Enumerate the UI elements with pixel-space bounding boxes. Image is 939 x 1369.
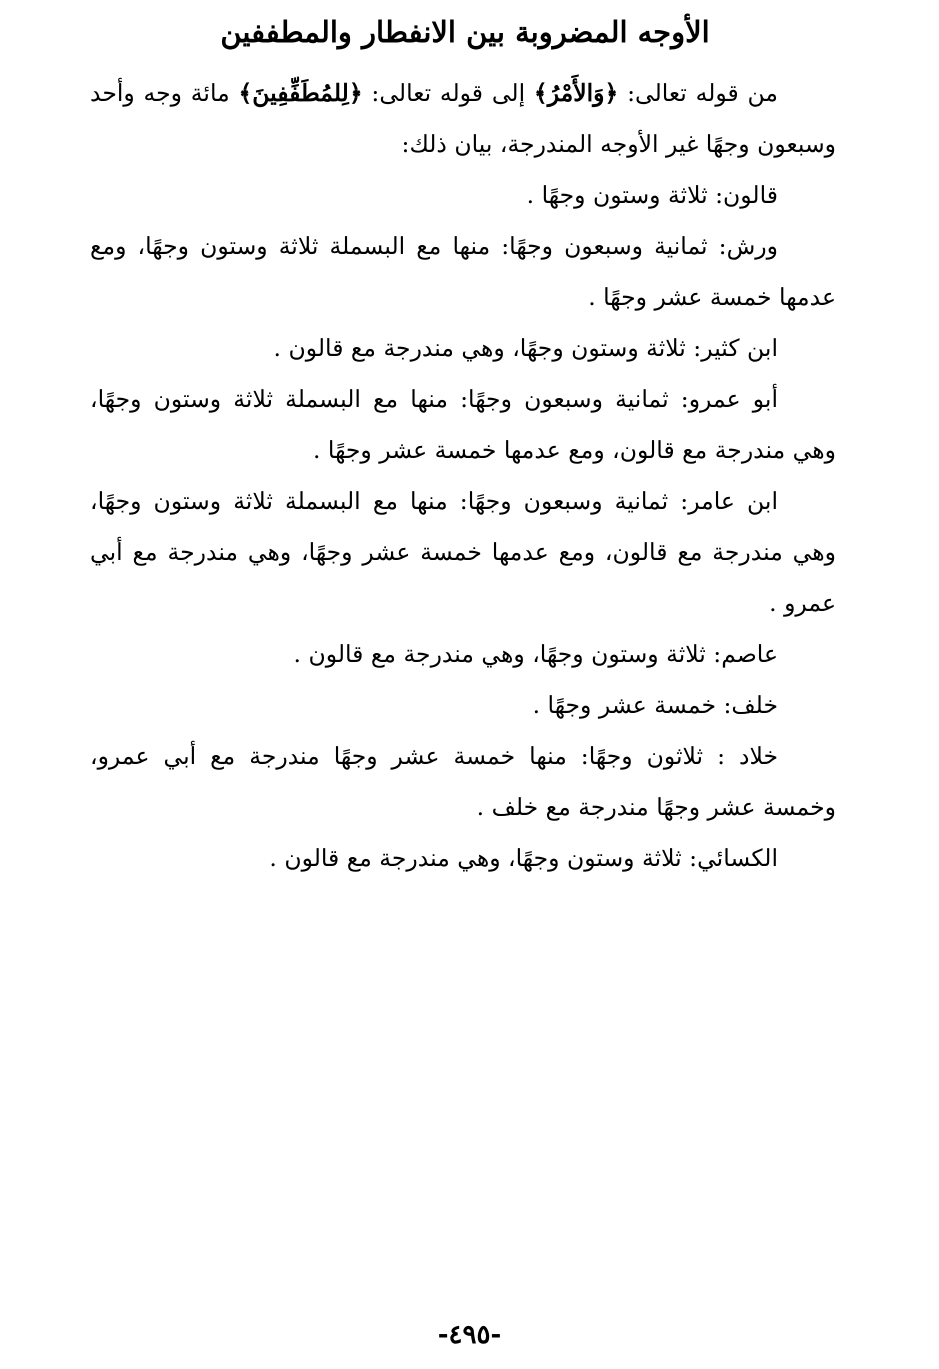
paragraph-khalaf: خلف: خمسة عشر وجهًا . [532, 691, 778, 719]
paragraph-warsh: ورش: ثمانية وسبعون وجهًا: منها مع البسملة ثلاثة وستون وجهًا، ومع عدمها خمسة عشر وجهًا . [90, 232, 836, 311]
body-text [90, 68, 836, 884]
paragraph-qalun: قالون: ثلاثة وستون وجهًا . [526, 181, 778, 209]
paragraph-abu-amr: أبو عمرو: ثمانية وسبعون وجهًا: منها مع البسملة ثلاثة وستون وجهًا، وهي مندرجة مع قالون، ومع عدمها خمسة عشر وجهًا . [90, 385, 836, 464]
paragraph-kisai: الكسائي: ثلاثة وستون وجهًا، وهي مندرجة مع قالون . [269, 844, 778, 872]
intro-paragraph [90, 68, 836, 170]
intro-text-part-2: إلى قوله تعالى: [362, 79, 534, 107]
quran-quote-1: ﴿وَالأَمْرُ﴾ [533, 79, 619, 107]
quran-quote-2: ﴿لِلمُطَفِّفِينَ﴾ [238, 79, 363, 107]
paragraph-ibn-kathir: ابن كثير: ثلاثة وستون وجهًا، وهي مندرجة مع قالون . [273, 334, 778, 362]
page-title: الأوجه المضروبة بين الانفطار والمطففين [220, 15, 710, 49]
paragraph-asim: عاصم: ثلاثة وستون وجهًا، وهي مندرجة مع قالون . [293, 640, 778, 668]
intro-text-part-1: من قوله تعالى: [618, 79, 778, 107]
page-number: -٤٩٥- [437, 1320, 502, 1350]
paragraph-ibn-amir: ابن عامر: ثمانية وسبعون وجهًا: منها مع البسملة ثلاثة وستون وجهًا، وهي مندرجة مع قالون، ومع عدمها خمسة عشر وجهًا، وهي مندرجة مع أبي عمرو . [90, 487, 836, 617]
paragraph-khallad: خلاد : ثلاثون وجهًا: منها خمسة عشر وجهًا مندرجة مع أبي عمرو، وخمسة عشر وجهًا مندرجة مع خلف . [90, 742, 836, 821]
intro-text-part-3: مائة وجه وأحد وسبعون وجهًا غير الأوجه المندرجة، بيان ذلك: [90, 79, 836, 158]
